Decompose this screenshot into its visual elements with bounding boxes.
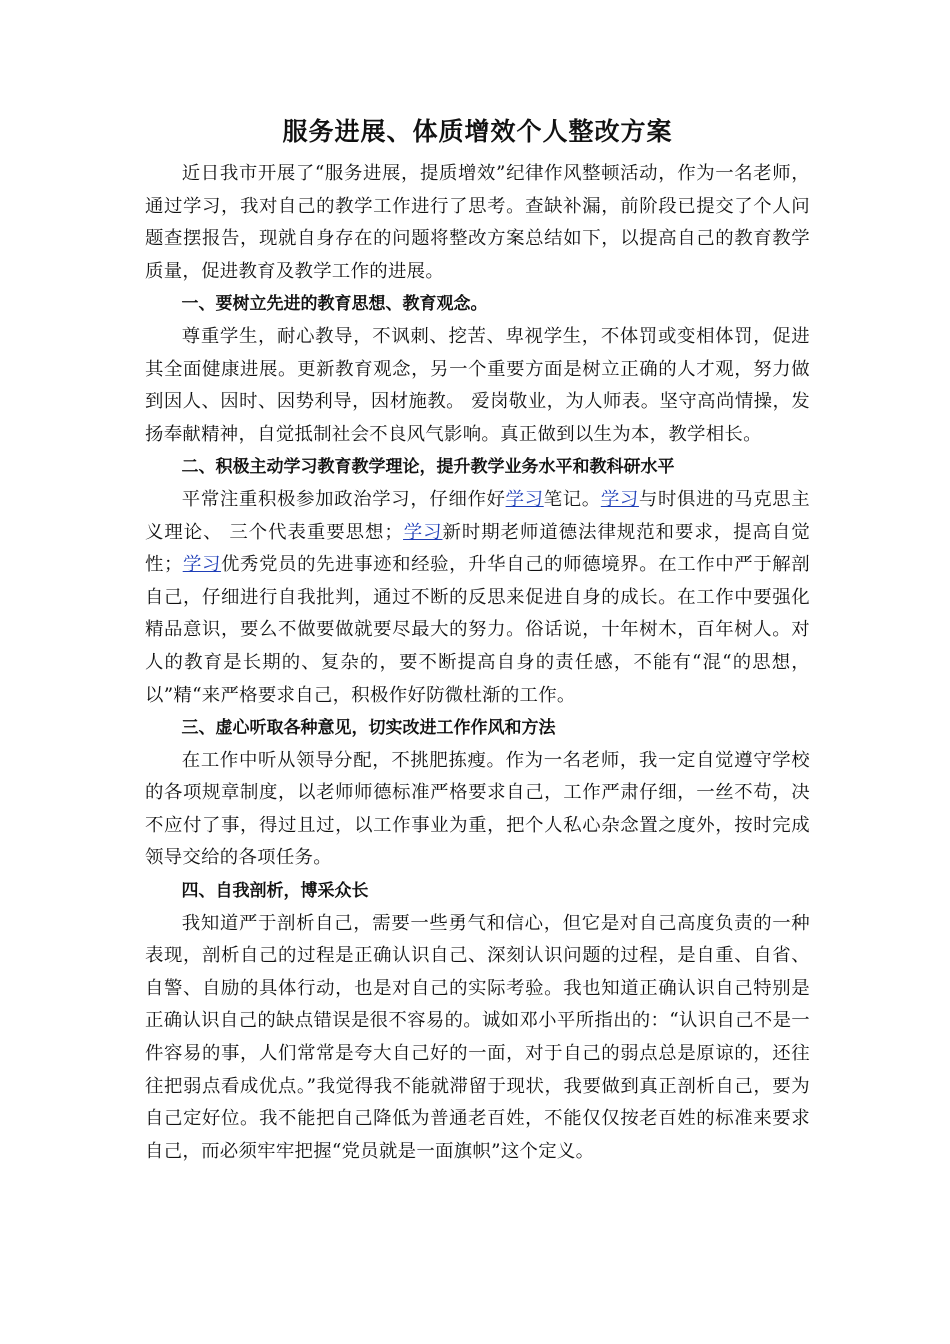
study-link[interactable]: 学习 [182,554,222,576]
section-2-text: 平常注重积极参加政治学习，仔细作好 [181,488,506,510]
section-2-body [145,484,810,712]
section-2-text: 优秀党员的先进事迹和经验，升华自己的师德境界。在工作中严于解剖自己，仔细进行自我批判，通过不断的反思来促进自身的成长。在工作中要强化精品意识，要么不做要做就要尽最大的努力。俗话说，十年树木，百年树人。对人的教育是长期的、复杂的，要不断提高自身的责任感，不能有“混“的思想，以”精“来严格要求自己，积极作好防微杜渐的工作。 [145,554,810,706]
document-title: 服务进展、体质增效个人整改方案 [282,117,673,146]
study-link[interactable]: 学习 [403,521,443,543]
section-1-heading: 一、要树立先进的教育思想、教育观念。 [181,294,488,315]
study-link[interactable]: 学习 [505,488,544,510]
section-4-heading: 四、自我剖析，博采众长 [181,881,369,902]
section-1-body: 尊重学生，耐心教导，不讽刺、挖苦、卑视学生，不体罚或变相体罚，促进其全面健康进展。更新教育观念，另一个重要方面是树立正确的人才观，努力做到因人、因时、因势利导，因材施教。 爱岗敬业，为人师表。坚守高尚情操，发扬奉献精神，自觉抵制社会不良风气影响。真正做到以生为本，教学相长。 [145,325,810,445]
section-2-text: 笔记。 [543,488,601,510]
section-2-text: 与时俱进的马克思主义理论、 三个代表重要思想； [145,488,810,543]
section-3-body: 在工作中听从领导分配，不挑肥拣瘦。作为一名老师，我一定自觉遵守学校的各项规章制度，以老师师德标准严格要求自己，工作严肃仔细，一丝不苟，决不应付了事，得过且过，以工作事业为重，把个人私心杂念置之度外，按时完成领导交给的各项任务。 [145,749,810,869]
intro-paragraph: 近日我市开展了“服务进展，提质增效”纪律作风整顿活动，作为一名老师，通过学习，我对自己的教学工作进行了思考。查缺补漏，前阶段已提交了个人问题查摆报告，现就自身存在的问题将整改方案总结如下，以提高自己的教育教学质量，促进教育及教学工作的进展。 [145,163,810,282]
section-3-heading: 三、虚心听取各种意见，切实改进工作作风和方法 [181,718,556,739]
section-2-heading: 二、积极主动学习教育教学理论，提升教学业务水平和教科研水平 [181,457,675,478]
document-page [145,112,810,1168]
section-4-body: 我知道严于剖析自己，需要一些勇气和信心，但它是对自己高度负责的一种表现，剖析自己的过程是正确认识自己、深刻认识问题的过程，是自重、自省、自警、自励的具体行动，也是对自己的实际考验。我也知道正确认识自己特别是正确认识自己的缺点错误是很不容易的。诚如邓小平所指出的：“认识自己不是一件容易的事，人们常常是夸大自己好的一面，对于自己的弱点总是原谅的，还往往把弱点看成优点。”我觉得我不能就滞留于现状，我要做到真正剖析自己，要为自己定好位。我不能把自己降低为普通老百姓，不能仅仅按老百姓的标准来要求自己，而必须牢牢把握“党员就是一面旗帜”这个定义。 [145,912,810,1162]
study-link[interactable]: 学习 [600,488,639,510]
section-2-text: 新时期老师道德法律规范和要求，提高自觉性； [145,521,811,576]
